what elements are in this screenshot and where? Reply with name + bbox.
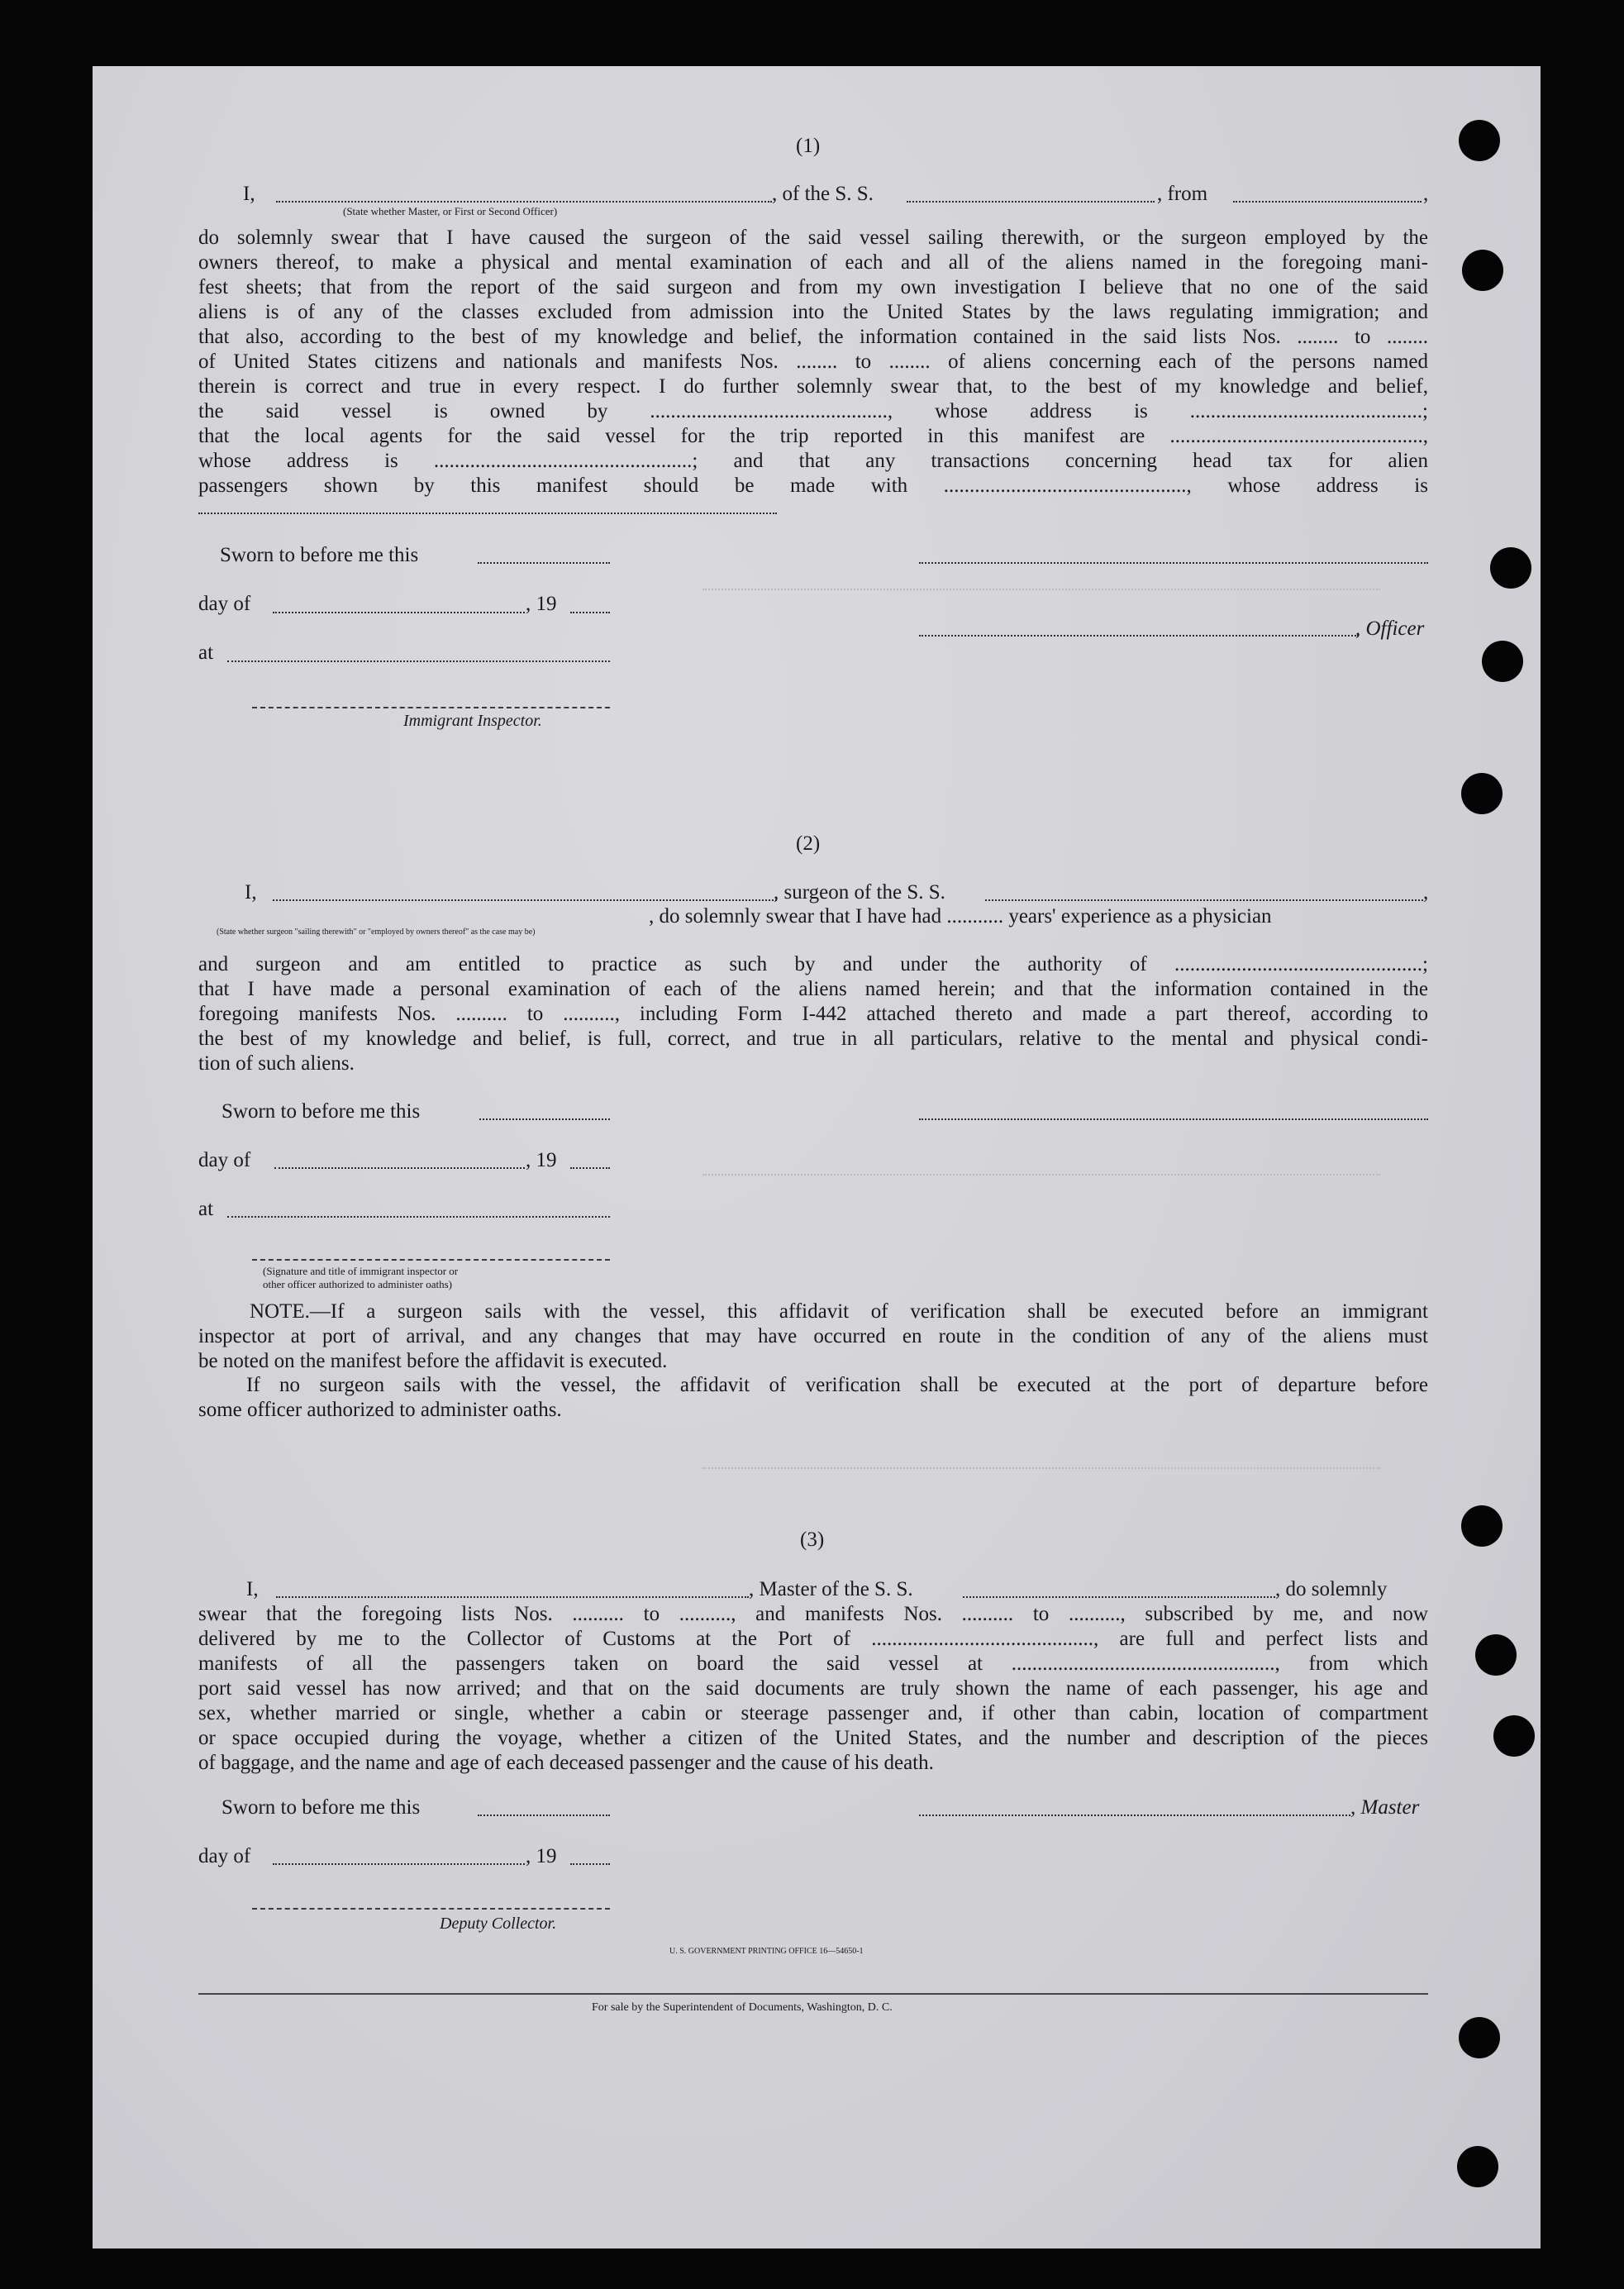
- body-line: or space occupied during the voyage, whether a citizen of the United States, and the number and description of the pieces: [198, 1727, 1428, 1749]
- body-line: delivered by me to the Collector of Customs at the Port of ..........................................., are full and perfect lists and: [198, 1628, 1428, 1650]
- body-line: of United States citizens and nationals and manifests Nos. ........ to ........ of aliens concerning each of the persons named: [198, 351, 1428, 373]
- state-hint: (State whether surgeon "sailing therewith" or "employed by owners thereof" as the case may be): [217, 928, 536, 937]
- day-of-label: day of: [198, 1149, 251, 1171]
- day-of-label: day of: [198, 593, 251, 615]
- binder-hole: [1493, 1715, 1535, 1757]
- master-label: , Master: [1350, 1796, 1420, 1819]
- body-line: that I have made a personal examination of each of the aliens named herein; and that the information contained in the: [198, 978, 1428, 1000]
- sworn-day-field[interactable]: [478, 1815, 610, 1816]
- binder-hole: [1457, 2146, 1498, 2187]
- sig-hint: other officer authorized to administer oaths): [263, 1278, 452, 1290]
- body-line: therein is correct and true in every respect. I do further solemnly swear that, to the best of my knowledge and belief,: [198, 375, 1428, 398]
- body-line: passengers shown by this manifest should be made with ..............................................., whose address is: [198, 474, 1428, 497]
- body-line: owners thereof, to make a physical and mental examination of each and all of the aliens named in the foregoing mani-: [198, 251, 1428, 274]
- oath-i-label: I,: [243, 183, 255, 205]
- master-of-label: , Master of the S. S.: [749, 1578, 913, 1600]
- vessel-name-field[interactable]: [907, 201, 1155, 203]
- master-signature-field[interactable]: [919, 1815, 1350, 1816]
- year-field[interactable]: [570, 612, 610, 613]
- comma: ,: [1423, 881, 1429, 904]
- officer-signature-field[interactable]: [919, 562, 1428, 564]
- surgeon-name-field[interactable]: [273, 899, 777, 901]
- at-label: at: [198, 1198, 214, 1220]
- bleed-through-mark: [702, 589, 1380, 590]
- binder-hole: [1482, 641, 1523, 682]
- footer-text: For sale by the Superintendent of Documents, Washington, D. C.: [592, 2001, 893, 2014]
- master-name-field[interactable]: [276, 1596, 749, 1598]
- printing-imprint: U. S. GOVERNMENT PRINTING OFFICE 16—54650-1: [669, 1947, 864, 1956]
- bleed-through-mark: [702, 1467, 1380, 1469]
- day-of-field[interactable]: [273, 612, 525, 613]
- sworn-label: Sworn to before me this: [221, 1796, 421, 1819]
- officer-name-field[interactable]: [276, 201, 772, 203]
- body-line: port said vessel has now arrived; and that on the said documents are truly shown the name of each passenger, his age and: [198, 1677, 1428, 1700]
- of-ss-label: , of the S. S.: [772, 183, 874, 205]
- body-line: the said vessel is owned by .............................................., whose address is .............................................;: [198, 400, 1428, 422]
- binder-hole: [1490, 547, 1531, 589]
- note-line: be noted on the manifest before the affidavit is executed.: [198, 1350, 668, 1372]
- note-line: some officer authorized to administer oaths.: [198, 1399, 562, 1421]
- swear-line: , do solemnly swear that I have had ........... years' experience as a physician: [649, 905, 1272, 928]
- surgeon-of-label: , surgeon of the S. S.: [774, 881, 945, 904]
- at-field[interactable]: [227, 1216, 610, 1218]
- state-hint: (State whether Master, or First or Second Officer): [343, 205, 558, 217]
- body-line: manifests of all the passengers taken on board the said vessel at ..................................................., from which: [198, 1652, 1428, 1675]
- day-of-label: day of: [198, 1845, 251, 1867]
- year-label: , 19: [526, 1845, 557, 1867]
- at-field[interactable]: [227, 660, 610, 662]
- do-solemnly-label: , do solemnly: [1275, 1578, 1388, 1600]
- section-2-heading: (2): [796, 832, 821, 855]
- year-label: , 19: [526, 1149, 557, 1171]
- oath-i-label: I,: [246, 1578, 259, 1600]
- body-line: and surgeon and am entitled to practice as such by and under the authority of ................................................;: [198, 953, 1428, 975]
- port-from-field[interactable]: [1233, 201, 1422, 203]
- body-line: aliens is of any of the classes excluded from admission into the United States by the laws regulating immigration; and: [198, 301, 1428, 323]
- body-line: that also, according to the best of my knowledge and belief, the information contained in the said lists Nos. ........ to ........: [198, 326, 1428, 348]
- section-3-heading: (3): [800, 1528, 825, 1551]
- body-line: that the local agents for the said vessel for the trip reported in this manifest are .................................................,: [198, 425, 1428, 447]
- note-line: inspector at port of arrival, and any changes that may have occurred en route in the condition of any of the aliens must: [198, 1325, 1428, 1347]
- oath-i-label: I,: [245, 881, 257, 904]
- sig-hint: (Signature and title of immigrant inspector or: [263, 1265, 459, 1277]
- surgeon-vessel-field[interactable]: [985, 899, 1423, 901]
- body-line: foregoing manifests Nos. .......... to .........., including Form I-442 attached thereto and made a part thereof, according to: [198, 1003, 1428, 1025]
- body-line: whose address is ..................................................; and that any transactions concerning head tax for alien: [198, 450, 1428, 472]
- footer-rule: [198, 1993, 1428, 1995]
- body-line: the best of my knowledge and belief, is full, correct, and true in all particulars, relative to the mental and physical condi-: [198, 1028, 1428, 1050]
- address-continuation-field[interactable]: [198, 513, 777, 514]
- bleed-through-mark: [702, 1174, 1380, 1175]
- authorized-officer-signature-field[interactable]: [252, 1259, 610, 1261]
- at-label: at: [198, 641, 214, 664]
- note-line: If no surgeon sails with the vessel, the affidavit of verification shall be executed at the port of departure before: [246, 1374, 1428, 1396]
- note-line: NOTE.—If a surgeon sails with the vessel, this affidavit of verification shall be executed before an immigrant: [250, 1300, 1428, 1323]
- sworn-label: Sworn to before me this: [220, 544, 419, 566]
- body-line: do solemnly swear that I have caused the surgeon of the said vessel sailing therewith, or the surgeon employed by the: [198, 227, 1428, 249]
- binder-hole: [1461, 1505, 1503, 1547]
- binder-hole: [1461, 773, 1503, 814]
- binder-hole: [1459, 2017, 1500, 2058]
- sworn-day-field[interactable]: [479, 1118, 610, 1120]
- collector-signature-field[interactable]: [252, 1908, 610, 1910]
- body-line: of baggage, and the name and age of each deceased passenger and the cause of his death.: [198, 1752, 934, 1774]
- binder-hole: [1459, 120, 1500, 161]
- from-label: , from: [1157, 183, 1208, 205]
- section-1-heading: (1): [796, 135, 821, 157]
- sworn-label: Sworn to before me this: [221, 1100, 421, 1123]
- year-field[interactable]: [570, 1167, 610, 1169]
- body-line: sex, whether married or single, whether a cabin or steerage passenger and, if other than cabin, location of compartment: [198, 1702, 1428, 1724]
- officer-label: , Officer: [1355, 618, 1425, 640]
- binder-hole: [1462, 250, 1503, 291]
- day-of-field[interactable]: [273, 1863, 525, 1865]
- year-label: , 19: [526, 593, 557, 615]
- binder-hole: [1475, 1634, 1517, 1676]
- inspector-label: Immigrant Inspector.: [403, 712, 542, 730]
- comma: ,: [1423, 183, 1429, 205]
- day-of-field[interactable]: [274, 1167, 525, 1169]
- surgeon-signature-field[interactable]: [919, 1118, 1428, 1120]
- collector-label: Deputy Collector.: [440, 1915, 557, 1933]
- body-line: tion of such aliens.: [198, 1052, 355, 1075]
- sworn-day-field[interactable]: [478, 562, 610, 564]
- body-line: fest sheets; that from the report of the said surgeon and from my own investigation I believe that no one of the said: [198, 276, 1428, 298]
- master-vessel-field[interactable]: [963, 1596, 1275, 1598]
- officer-title-field[interactable]: [919, 635, 1359, 637]
- year-field[interactable]: [570, 1863, 610, 1865]
- body-line: swear that the foregoing lists Nos. .......... to .........., and manifests Nos. .......... to .........., subscribed by me, and now: [198, 1603, 1428, 1625]
